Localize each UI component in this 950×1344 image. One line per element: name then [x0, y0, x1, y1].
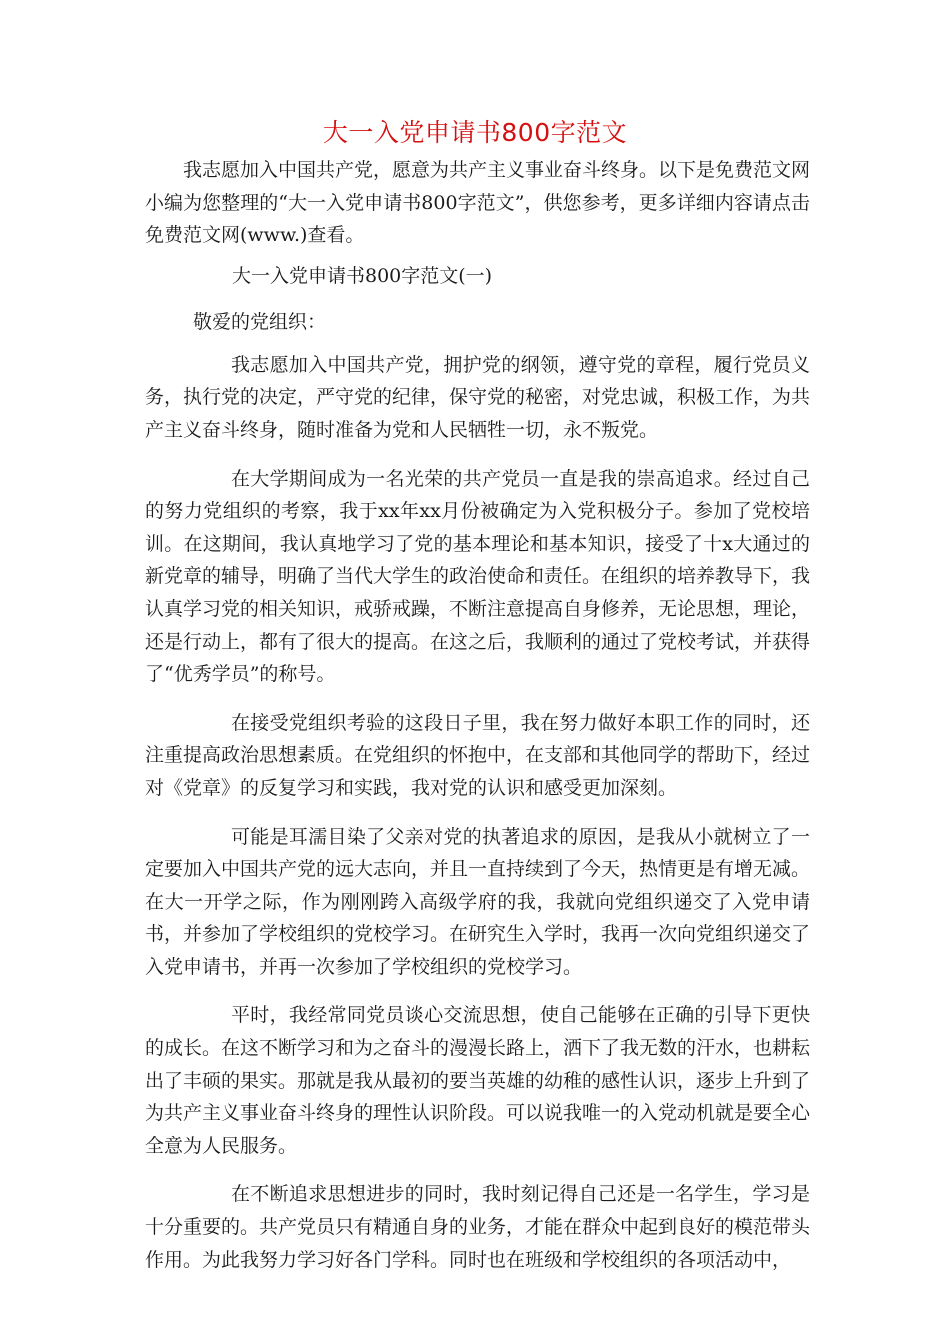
section-subheading: 大一入党申请书800字范文(一) — [232, 264, 493, 287]
body-paragraph: 我志愿加入中国共产党，拥护党的纲领，遵守党的章程，履行党员义务，执行党的决定，严守党的纪律，保守党的秘密，对党忠诚，积极工作，为共产主义奋斗终身，随时准备为党和人民牺牲一切，永不叛党。 — [145, 353, 811, 441]
body-paragraph: 在接受党组织考验的这段日子里，我在努力做好本职工作的同时，还注重提高政治思想素质。在党组织的怀抱中，在支部和其他同学的帮助下，经过对《党章》的反复学习和实践，我对党的认识和感受更加深刻。 — [145, 711, 811, 799]
body-paragraph: 平时，我经常同党员谈心交流思想，使自己能够在正确的引导下更快的成长。在这不断学习和为之奋斗的漫漫长路上，洒下了我无数的汗水，也耕耘出了丰硕的果实。那就是我从最初的要当英雄的幼稚的感性认识，逐步上升到了为共产主义事业奋斗终身的理性认识阶段。可以说我唯一的入党动机就是要全心全意为人民服务。 — [145, 1004, 811, 1157]
body-paragraph: 在大学期间成为一名光荣的共产党员一直是我的崇高追求。经过自己的努力党组织的考察，我于xx年xx月份被确定为入党积极分子。参加了党校培训。在这期间，我认真地学习了党的基本理论和基本知识，接受了十x大通过的新党章的辅导，明确了当代大学生的政治使命和责任。在组织的培养教导下，我认真学习党的相关知识，戒骄戒躁，不断注意提高自身修养，无论思想，理论，还是行动上，都有了很大的提高。在这之后，我顺利的通过了党校考试，并获得了“优秀学员”的称号。 — [145, 467, 811, 686]
document-body — [145, 154, 810, 1276]
salutation: 敬爱的党组织： — [193, 310, 327, 333]
intro-paragraph: 我志愿加入中国共产党，愿意为共产主义事业奋斗终身。以下是免费范文网小编为您整理的“大一入党申请书800字范文”，供您参考，更多详细内容请点击免费范文网(www.)查看。 — [145, 159, 811, 247]
body-paragraph: 在不断追求思想进步的同时，我时刻记得自己还是一名学生，学习是十分重要的。共产党员只有精通自身的业务，才能在群众中起到良好的模范带头作用。为此我努力学习好各门学科。同时也在班级和学校组织的各项活动中， — [145, 1183, 811, 1271]
body-paragraph: 可能是耳濡目染了父亲对党的执著追求的原因，是我从小就树立了一定要加入中国共产党的远大志向，并且一直持续到了今天，热情更是有增无减。在大一开学之际，作为刚刚跨入高级学府的我，我就向党组织递交了入党申请书，并参加了学校组织的党校学习。在研究生入学时，我再一次向党组织递交了入党申请书，并再一次参加了学校组织的党校学习。 — [145, 825, 811, 978]
document-title: 大一入党申请书800字范文 — [322, 118, 628, 147]
